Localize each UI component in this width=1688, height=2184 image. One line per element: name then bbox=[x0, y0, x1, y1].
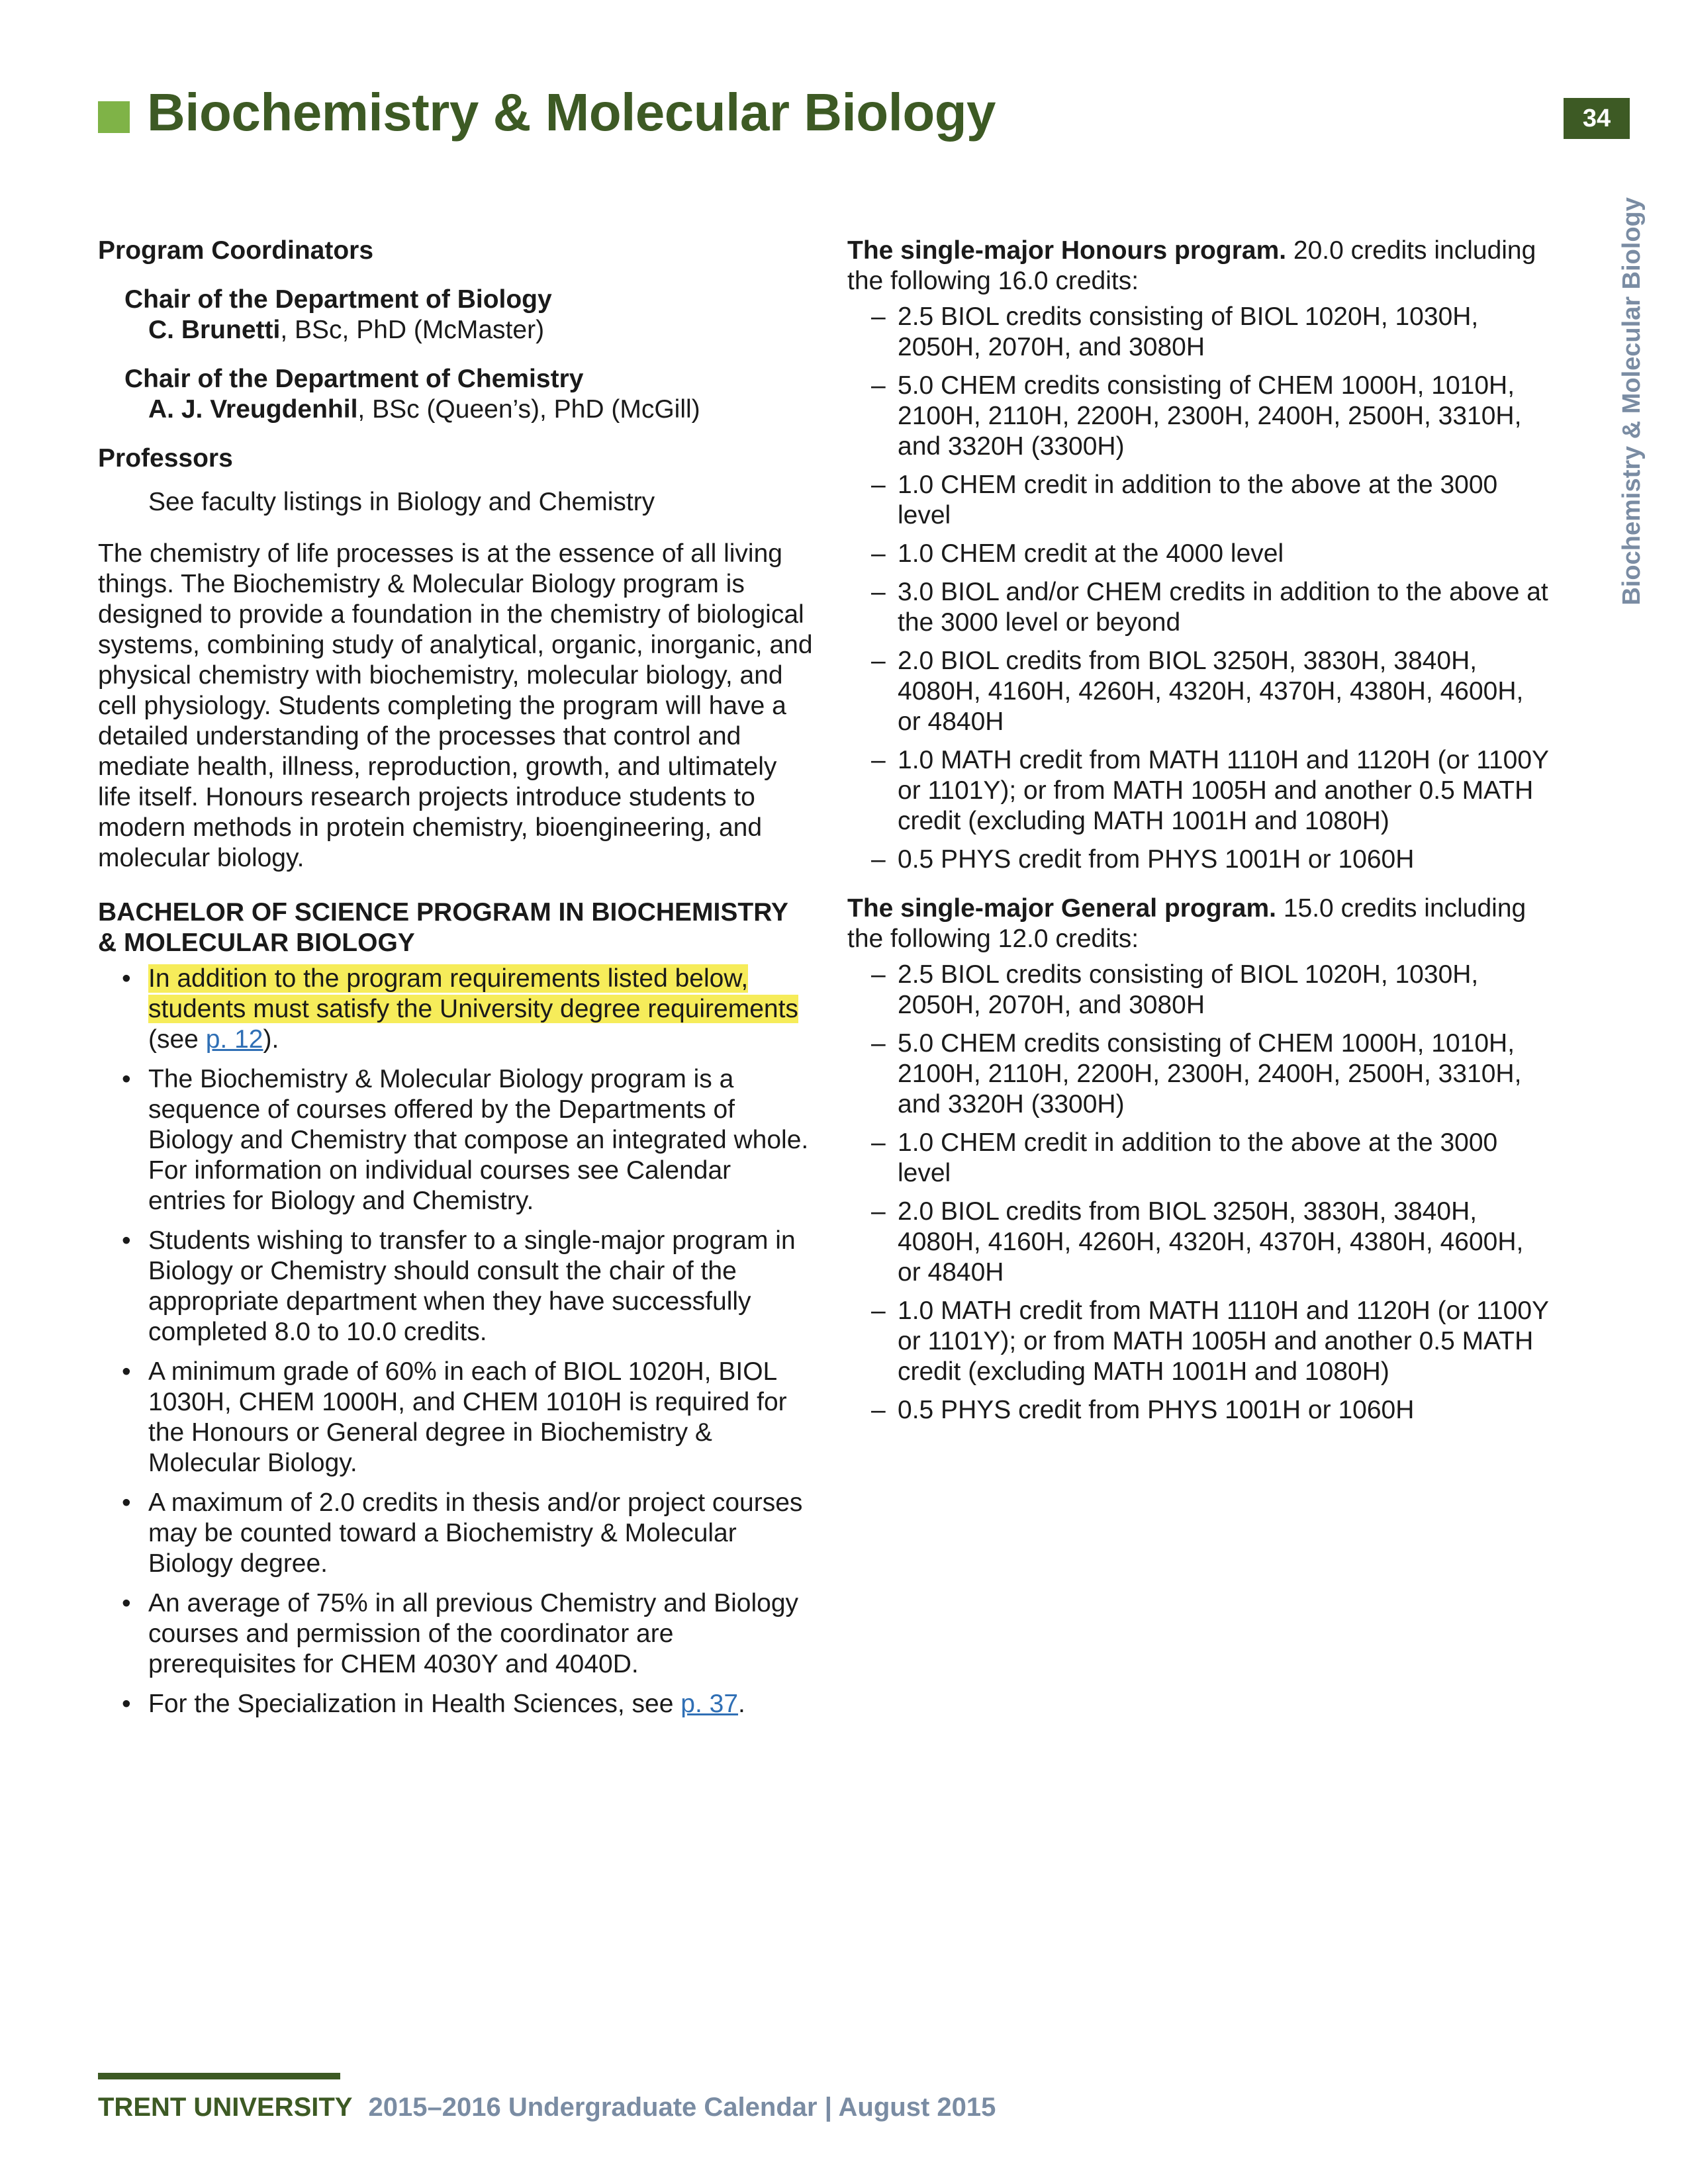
page-12-link[interactable]: p. 12 bbox=[205, 1025, 263, 1054]
list-item bbox=[98, 964, 813, 1055]
list-item: – 1.0 MATH credit from MATH 1110H and 1120H (or 1100Y or 1101Y); or from MATH 1005H and another 0.5 MATH credit (excluding MATH 1001H and 1080H) bbox=[847, 745, 1549, 837]
page-number-badge: 34 bbox=[1564, 98, 1630, 139]
chair-chemistry-name: A. J. Vreugdenhil bbox=[148, 395, 358, 424]
chair-chemistry-credentials: , BSc (Queen’s), PhD (McGill) bbox=[357, 395, 700, 424]
professors-heading: Professors bbox=[98, 444, 233, 473]
program-intro: The chemistry of life processes is at the essence of all living things. The Biochemistry & Molecular Biology program is designed to provide a foundation in the chemistry of biological systems, combining study of analytical, organic, inorganic, and physical chemistry with biochemistry, molecular biology, and cell physiology. Students completing the program will have a detailed understanding of the processes that control and mediate health, illness, reproduction, growth, and ultimately life itself. Honours research projects introduce students to modern methods in protein chemistry, bioengineering, and molecular biology. bbox=[98, 539, 813, 872]
list-item: – 1.0 CHEM credit in addition to the above at the 3000 level bbox=[847, 1128, 1549, 1189]
chair-biology-heading: Chair of the Department of Biology bbox=[124, 285, 552, 314]
right-column bbox=[847, 236, 1549, 1433]
list-item: – 1.0 CHEM credit at the 4000 level bbox=[847, 539, 1549, 569]
title-accent-square bbox=[98, 101, 130, 133]
bullet-text: (see bbox=[148, 1025, 206, 1054]
list-item: – 1.0 MATH credit from MATH 1110H and 1120H (or 1100Y or 1101Y); or from MATH 1005H and another 0.5 MATH credit (excluding MATH 1001H and 1080H) bbox=[847, 1296, 1549, 1387]
list-item: – 3.0 BIOL and/or CHEM credits in addition to the above at the 3000 level or beyond bbox=[847, 577, 1549, 638]
list-item bbox=[98, 1689, 813, 1719]
general-requirements-list bbox=[847, 960, 1549, 1426]
list-item: • A minimum grade of 60% in each of BIOL 1020H, BIOL 1030H, CHEM 1000H, and CHEM 1010H is required for the Honours or General degree in Biochemistry & Molecular Biology. bbox=[98, 1357, 813, 1479]
professors-text: See faculty listings in Biology and Chemistry bbox=[148, 488, 655, 516]
list-item: – 2.5 BIOL credits consisting of BIOL 1020H, 1030H, 2050H, 2070H, and 3080H bbox=[847, 302, 1549, 363]
honours-requirements-list bbox=[847, 302, 1549, 875]
side-running-title-text: Biochemistry & Molecular Biology bbox=[1618, 197, 1646, 606]
chair-biology-entry bbox=[98, 315, 813, 345]
footer bbox=[98, 2093, 996, 2122]
bsc-heading: BACHELOR OF SCIENCE PROGRAM IN BIOCHEMISTRY & MOLECULAR BIOLOGY bbox=[98, 898, 788, 957]
list-item: • Students wishing to transfer to a single-major program in Biology or Chemistry should consult the chair of the appropriate department when they have successfully completed 8.0 to 10.0 credits. bbox=[98, 1226, 813, 1347]
side-running-title bbox=[1614, 169, 1651, 606]
footer-rule bbox=[98, 2073, 340, 2079]
page-title: Biochemistry & Molecular Biology bbox=[147, 83, 996, 142]
honours-intro-text: 20.0 credits including the following 16.0 credits: bbox=[847, 236, 1536, 295]
chair-chemistry-entry bbox=[98, 394, 813, 425]
footer-calendar: 2015–2016 Undergraduate Calendar | August 2015 bbox=[368, 2093, 996, 2122]
general-intro bbox=[847, 893, 1549, 954]
chair-biology-name: C. Brunetti bbox=[148, 316, 281, 344]
footer-university: TRENT UNIVERSITY bbox=[98, 2093, 353, 2122]
bullet-text: . bbox=[738, 1690, 745, 1718]
general-intro-text: 15.0 credits including the following 12.0 credits: bbox=[847, 894, 1526, 953]
list-item: – 1.0 CHEM credit in addition to the above at the 3000 level bbox=[847, 470, 1549, 531]
list-item: – 2.0 BIOL credits from BIOL 3250H, 3830H, 3840H, 4080H, 4160H, 4260H, 4320H, 4370H, 4380H, 4600H, or 4840H bbox=[847, 1197, 1549, 1288]
list-item: – 0.5 PHYS credit from PHYS 1001H or 1060H bbox=[847, 1395, 1549, 1426]
chair-chemistry-heading: Chair of the Department of Chemistry bbox=[124, 365, 584, 393]
list-item: – 5.0 CHEM credits consisting of CHEM 1000H, 1010H, 2100H, 2110H, 2200H, 2300H, 2400H, 2500H, 3310H, and 3320H (3300H) bbox=[847, 371, 1549, 462]
list-item: • A maximum of 2.0 credits in thesis and/or project courses may be counted toward a Biochemistry & Molecular Biology degree. bbox=[98, 1488, 813, 1579]
list-item: – 5.0 CHEM credits consisting of CHEM 1000H, 1010H, 2100H, 2110H, 2200H, 2300H, 2400H, 2500H, 3310H, and 3320H (3300H) bbox=[847, 1028, 1549, 1120]
list-item: – 0.5 PHYS credit from PHYS 1001H or 1060H bbox=[847, 844, 1549, 875]
general-heading: The single-major General program. bbox=[847, 894, 1276, 923]
coordinators-heading: Program Coordinators bbox=[98, 236, 374, 265]
page-37-link[interactable]: p. 37 bbox=[680, 1690, 739, 1718]
list-item: – 2.0 BIOL credits from BIOL 3250H, 3830H, 3840H, 4080H, 4160H, 4260H, 4320H, 4370H, 4380H, 4600H, or 4840H bbox=[847, 646, 1549, 737]
honours-intro bbox=[847, 236, 1549, 296]
list-item: • An average of 75% in all previous Chemistry and Biology courses and permission of the coordinator are prerequisites for CHEM 4030Y and 4040D. bbox=[98, 1588, 813, 1680]
left-column bbox=[98, 236, 813, 1729]
bullet-text: ). bbox=[263, 1025, 279, 1054]
honours-heading: The single-major Honours program. bbox=[847, 236, 1287, 265]
list-item: • The Biochemistry & Molecular Biology program is a sequence of courses offered by the Departments of Biology and Chemistry that compose an integrated whole. For information on individual courses see Calendar entries for Biology and Chemistry. bbox=[98, 1064, 813, 1216]
bsc-requirements-list bbox=[98, 964, 813, 1719]
chair-biology-credentials: , BSc, PhD (McMaster) bbox=[280, 316, 545, 344]
list-item: – 2.5 BIOL credits consisting of BIOL 1020H, 1030H, 2050H, 2070H, and 3080H bbox=[847, 960, 1549, 1021]
bullet-text: For the Specialization in Health Sciences, see bbox=[148, 1690, 681, 1718]
highlighted-text: In addition to the program requirements listed below, students must satisfy the University degree requirements bbox=[148, 964, 798, 1023]
